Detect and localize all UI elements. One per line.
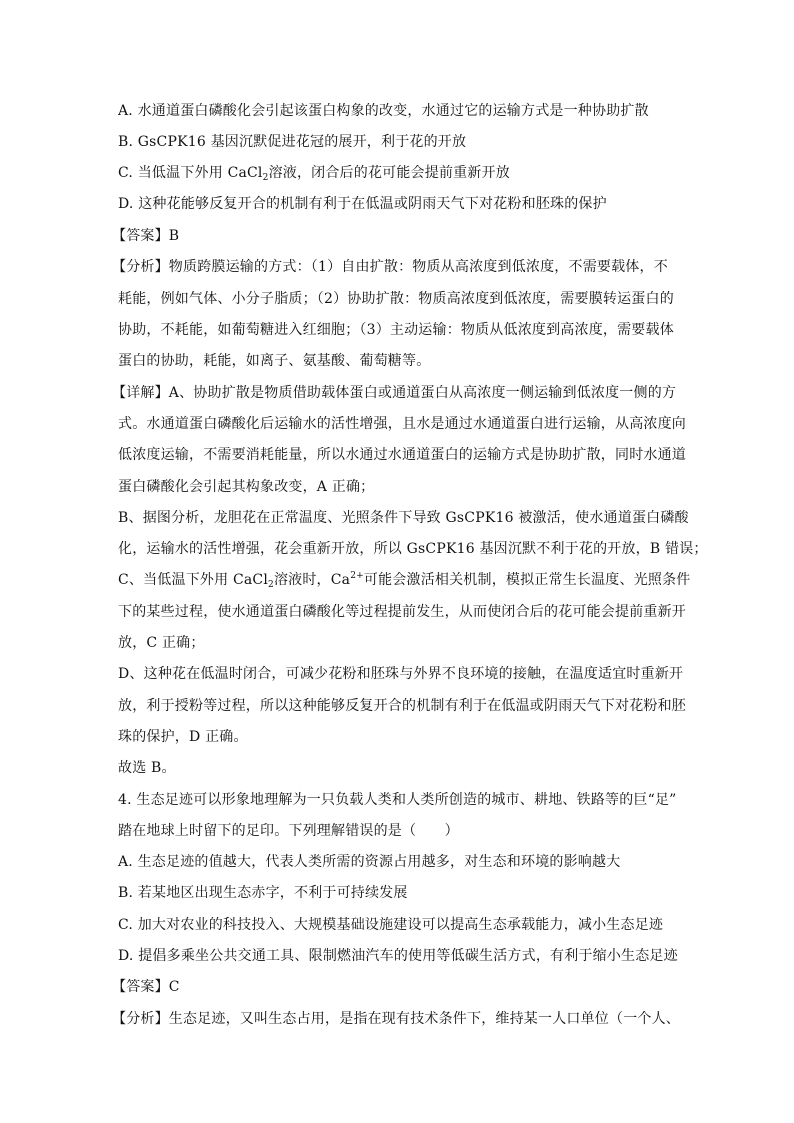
q3-answer: 【答案】B	[112, 228, 180, 244]
q3-detail-line: 放，C 正确；	[118, 635, 205, 651]
q4-stem-line: 4. 生态足迹可以形象地理解为一只负载人类和人类所创造的城市、耕地、铁路等的巨“足”	[118, 792, 677, 808]
q4-analysis-line: 【分析】生态足迹，又叫生态占用，是指在现有技术条件下，维持某一人口单位（一个人、	[112, 1011, 680, 1027]
q3-option-d: D. 这种花能够反复开合的机制有利于在低温或阴雨天气下对花粉和胚珠的保护	[118, 196, 607, 212]
q3-option-c: C. 当低温下外用 CaCl$_2$溶液，闭合后的花可能会提前重新开放	[118, 165, 510, 183]
q3-detail-line: 【详解】A、协助扩散是物质借助载体蛋白或通道蛋白从高浓度一侧运输到低浓度一侧的方	[112, 385, 677, 401]
q4-stem-line: 踏在地球上时留下的足印。下列理解错误的是（ ）	[118, 823, 459, 839]
q3-analysis-line: 【分析】物质跨膜运输的方式：（1）自由扩散：物质从高浓度到低浓度，不需要载体，不	[112, 259, 668, 275]
q4-answer: 【答案】C	[112, 979, 180, 995]
q3-analysis-line: 协助，不耗能，如葡萄糖进入红细胞；（3）主动运输：物质从低浓度到高浓度，需要载体	[118, 322, 674, 338]
q3-detail-line: 放，利于授粉等过程，所以这种能够反复开合的机制有利于在低温或阴雨天气下对花粉和胚	[118, 698, 686, 714]
q4-option-a: A. 生态足迹的值越大，代表人类所需的资源占用越多，对生态和环境的影响越大	[118, 854, 621, 870]
q3-detail-line: B、据图分析，龙胆花在正常温度、光照条件下导致 GsCPK16 被激活，使水通道蛋白磷酸	[118, 510, 689, 526]
q3-detail-line: 蛋白磷酸化会引起其构象改变，A 正确；	[118, 479, 375, 495]
q3-analysis-line: 蛋白的协助，耗能，如离子、氨基酸、葡萄糖等。	[118, 353, 431, 369]
q3-detail-line: 低浓度运输，不需要消耗能量，所以水通过水通道蛋白的运输方式是协助扩散，同时水通道	[118, 447, 686, 463]
q3-detail-line: 式。水通道蛋白磷酸化后运输水的活性增强，且水是通过水通道蛋白进行运输，从高浓度向	[118, 416, 686, 432]
q3-detail-line: 下的某些过程，使水通道蛋白磷酸化等过程提前发生，从而使闭合后的花可能会提前重新开	[118, 604, 686, 620]
q3-detail-line: 珠的保护，D 正确。	[118, 729, 248, 745]
q3-detail-c-line: C、当低温下外用 CaCl$_2$溶液时，$Ca^{2+}$可能会激活相关机制，模拟正常生长温度、光照条件	[118, 571, 691, 590]
q4-option-c: C. 加大对农业的科技投入、大规模基础设施建设可以提高生态承载能力，减小生态足迹	[118, 917, 664, 933]
q3-conclusion: 故选 B。	[118, 760, 176, 776]
q3-analysis-line: 耗能，例如气体、小分子脂质；（2）协助扩散：物质高浓度到低浓度，需要膜转运蛋白的	[118, 291, 674, 307]
q3-detail-line: 化，运输水的活性增强，花会重新开放，所以 GsCPK16 基因沉默不利于花的开放，B 错误；	[118, 541, 708, 557]
q3-option-b: B. GsCPK16 基因沉默促进花冠的展开，利于花的开放	[118, 134, 467, 150]
q3-option-a: A. 水通道蛋白磷酸化会引起该蛋白构象的改变，水通过它的运输方式是一种协助扩散	[118, 103, 649, 119]
q3-detail-line: D、这种花在低温时闭合，可减少花粉和胚珠与外界不良环境的接触，在温度适宜时重新开	[118, 666, 684, 682]
q4-option-d: D. 提倡多乘坐公共交通工具、限制燃油汽车的使用等低碳生活方式，有利于缩小生态足迹	[118, 948, 678, 964]
q4-option-b: B. 若某地区出现生态赤字，不利于可持续发展	[118, 885, 408, 901]
